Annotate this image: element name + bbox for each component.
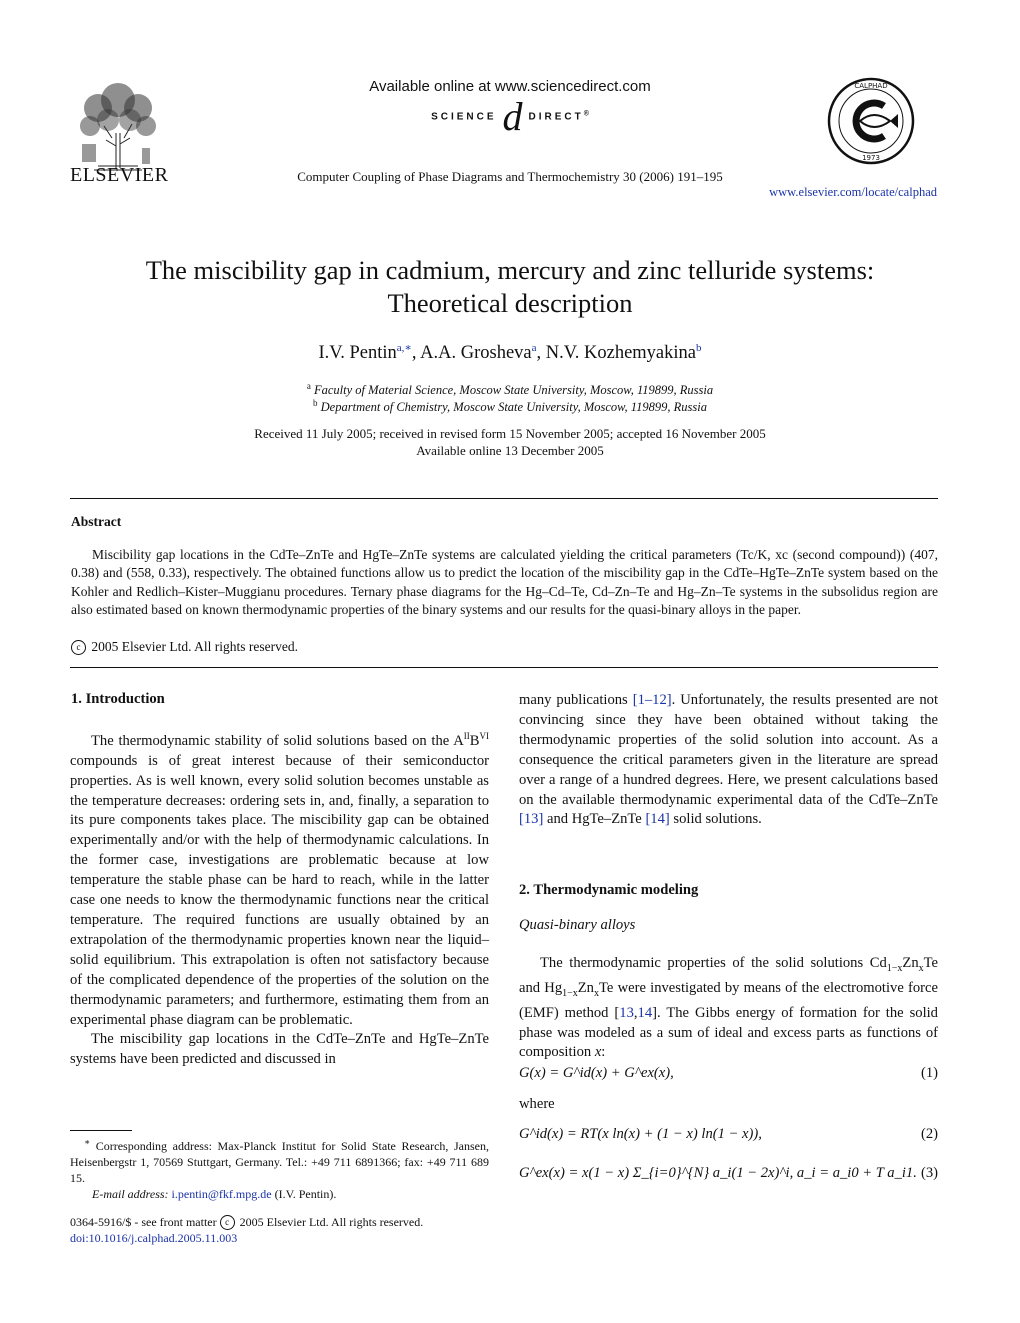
sd-right-word: DIRECT	[528, 111, 584, 123]
calphad-year: 1973	[862, 154, 880, 162]
citation-link[interactable]: [14]	[645, 811, 670, 828]
paragraph: The thermodynamic stability of solid solutions based on the $A^{II}B^{VI}$ compounds is of great interest because of their semiconductor properties. As is well known, every solid solution becomes unstable as the temperature decreases: ordering sets in, and, finally, a separation to its pure components takes place. The miscibility gap can be obtained experimentally and/or with the help of thermodynamic calculations. In the former case, investigations are problematic because at low temperature the stable phase can be hard to reach, while in the latter case one needs to know the thermodynamic functions near the critical temperature. The required functions are usually obtained by an extrapolation of the thermodynamic properties known near the liquid–solid equilibrium. This extrapolation is often not satisfactory because of the complicated dependence of the properties of the solution on the thermodynamic parameters; and furthermore, estimating them from an experimental phase diagram can be problematic.	[70, 731, 489, 1028]
where-text: where	[519, 1096, 555, 1112]
calphad-logo-icon	[826, 76, 916, 166]
equation-2	[519, 1126, 938, 1143]
author-affiliation-link[interactable]: a,∗	[396, 342, 412, 354]
section-heading-modeling: 2. Thermodynamic modeling	[519, 882, 699, 898]
author-affiliation-link[interactable]: a	[531, 342, 537, 354]
email-link[interactable]: i.pentin@fkf.mpg.de	[171, 1187, 272, 1201]
affiliation-marker: b	[313, 398, 318, 408]
journal-citation: Computer Coupling of Phase Diagrams and Thermochemistry 30 (2006) 191–195	[297, 169, 723, 184]
right-column-body-2	[519, 954, 938, 1063]
affiliation-b	[0, 398, 1020, 415]
affiliation-a	[0, 381, 1020, 398]
citation-link[interactable]: [1–12]	[632, 692, 672, 708]
abstract-body: Miscibility gap locations in the CdTe–ZnTe and HgTe–ZnTe systems are calculated yielding the critical parameters (Tc/K, xc (second compound)) (407, 0.38) and (558, 0.33), respectively. The obtained functions allow us to predict the location of the miscibility gap in the CdTe–HgTe–ZnTe system based on the Kohler and Redlich–Kister–Muggianu procedures. Ternary phase diagrams for the Hg–Cd–Te, Cd–Zn–Te and Hg–Zn–Te systems in the subsolidus region are also estimated based on known thermodynamic properties of the binary systems and our results for the quasi-binary alloys in the paper.	[71, 547, 938, 618]
equation-text: G(x) = G^id(x) + G^ex(x),	[519, 1065, 674, 1081]
citation-link[interactable]: [13]	[519, 811, 544, 828]
equation-number: (2)	[920, 1126, 938, 1142]
corresponding-author-footnote: ∗ Corresponding address: Max-Planck Institut for Solid State Research, Jansen, Heisenbergstr 1, 70569 Stuttgart, Germany. Tel.: +49 711 6891366; fax: +49 711 689 15. E-mail address: i.pentin@fkf.mpg.de (I.V. Pentin).	[70, 1137, 489, 1201]
sd-left-word: SCIENCE	[431, 111, 497, 123]
available-online-date: Available online 13 December 2005	[416, 443, 604, 458]
author-list: I.V. Pentin$^{a,∗}$, A.A. Grosheva$^a$, N.V. Kozhemyakina$^b$	[318, 342, 702, 364]
calphad-ring-text: CALPHAD	[854, 82, 888, 90]
right-column-body	[519, 691, 938, 830]
paragraph: many publications [1–12]. Unfortunately, the results presented are not convincing since they have been obtained without taking the thermodynamic properties of the solid solution into account. As a consequence the critical parameters given in the literature are spread over a range of a hundred degrees. Here, we present calculations based on the available thermodynamic experimental data of the CdTe–ZnTe [13] and HgTe–ZnTe [14] solid solutions.	[519, 692, 938, 828]
equation-text: G^id(x) = RT(x ln(x) + (1 − x) ln(1 − x)),	[519, 1126, 762, 1142]
left-column-body	[70, 727, 489, 1070]
author-name: I.V. Pentin	[318, 343, 397, 364]
title-line-2: Theoretical description	[387, 288, 633, 318]
article-title	[60, 254, 960, 320]
affiliation-text: Department of Chemistry, Moscow State University, Moscow, 119899, Russia	[320, 400, 707, 415]
footnote-divider	[70, 1130, 132, 1131]
section-divider	[70, 667, 938, 668]
section-divider	[70, 498, 938, 499]
equation-number: (3)	[920, 1165, 938, 1181]
doi-link[interactable]: doi:10.1016/j.calphad.2005.11.003	[70, 1231, 238, 1245]
journal-homepage-link[interactable]: www.elsevier.com/locate/calphad	[769, 185, 937, 199]
issn-line: 0364-5916/$ - see front matter c 2005 Elsevier Ltd. All rights reserved. doi:10.1016/j.calphad.2005.11.003	[70, 1215, 424, 1245]
section-heading-introduction: 1. Introduction	[71, 691, 165, 707]
copyright-icon: c	[220, 1215, 235, 1230]
subsection-heading: Quasi-binary alloys	[519, 917, 636, 933]
paragraph: The miscibility gap locations in the CdTe–ZnTe and HgTe–ZnTe systems have been predicted and discussed in	[70, 1031, 489, 1068]
author-name: N.V. Kozhemyakina	[545, 343, 696, 364]
abstract-heading: Abstract	[71, 514, 122, 529]
copyright-icon: c	[71, 640, 86, 655]
paragraph: The thermodynamic properties of the solid solutions $Cd_{1-x}Zn_xTe$ and $Hg_{1-x}Zn_xTe$ were investigated by means of the electromotive force (EMF) method [13,14]. The Gibbs energy of formation for the solid phase was modeled as a sum of ideal and excess parts as functions of composition x:	[519, 955, 938, 1061]
publisher-name: ELSEVIER	[70, 164, 169, 186]
equation-1	[519, 1065, 938, 1082]
citation-link[interactable]: 13	[619, 1004, 634, 1021]
equation-text: G^ex(x) = x(1 − x) Σ_{i=0}^{N} a_i(1 − 2x)^i, a_i = a_i0 + T a_i1.	[519, 1165, 917, 1181]
equation-3	[519, 1165, 938, 1182]
affiliation-marker: a	[306, 381, 311, 391]
author-name: A.A. Grosheva	[420, 343, 532, 364]
available-online-text: Available online at www.sciencedirect.com	[369, 78, 651, 95]
sd-registered-mark: ®	[583, 110, 589, 118]
equation-number: (1)	[920, 1065, 938, 1081]
citation-link[interactable]: 14	[637, 1004, 653, 1021]
received-dates: Received 11 July 2005; received in revised form 15 November 2005; accepted 16 November 2005	[254, 426, 766, 441]
abstract-copyright	[71, 639, 298, 655]
sd-at-glyph: d	[502, 94, 523, 139]
affiliation-text: Faculty of Material Science, Moscow State University, Moscow, 119899, Russia	[314, 383, 714, 398]
author-affiliation-link[interactable]: b	[695, 342, 702, 354]
title-line-1: The miscibility gap in cadmium, mercury and zinc telluride systems:	[145, 255, 875, 285]
copyright-text: 2005 Elsevier Ltd. All rights reserved.	[91, 639, 298, 654]
